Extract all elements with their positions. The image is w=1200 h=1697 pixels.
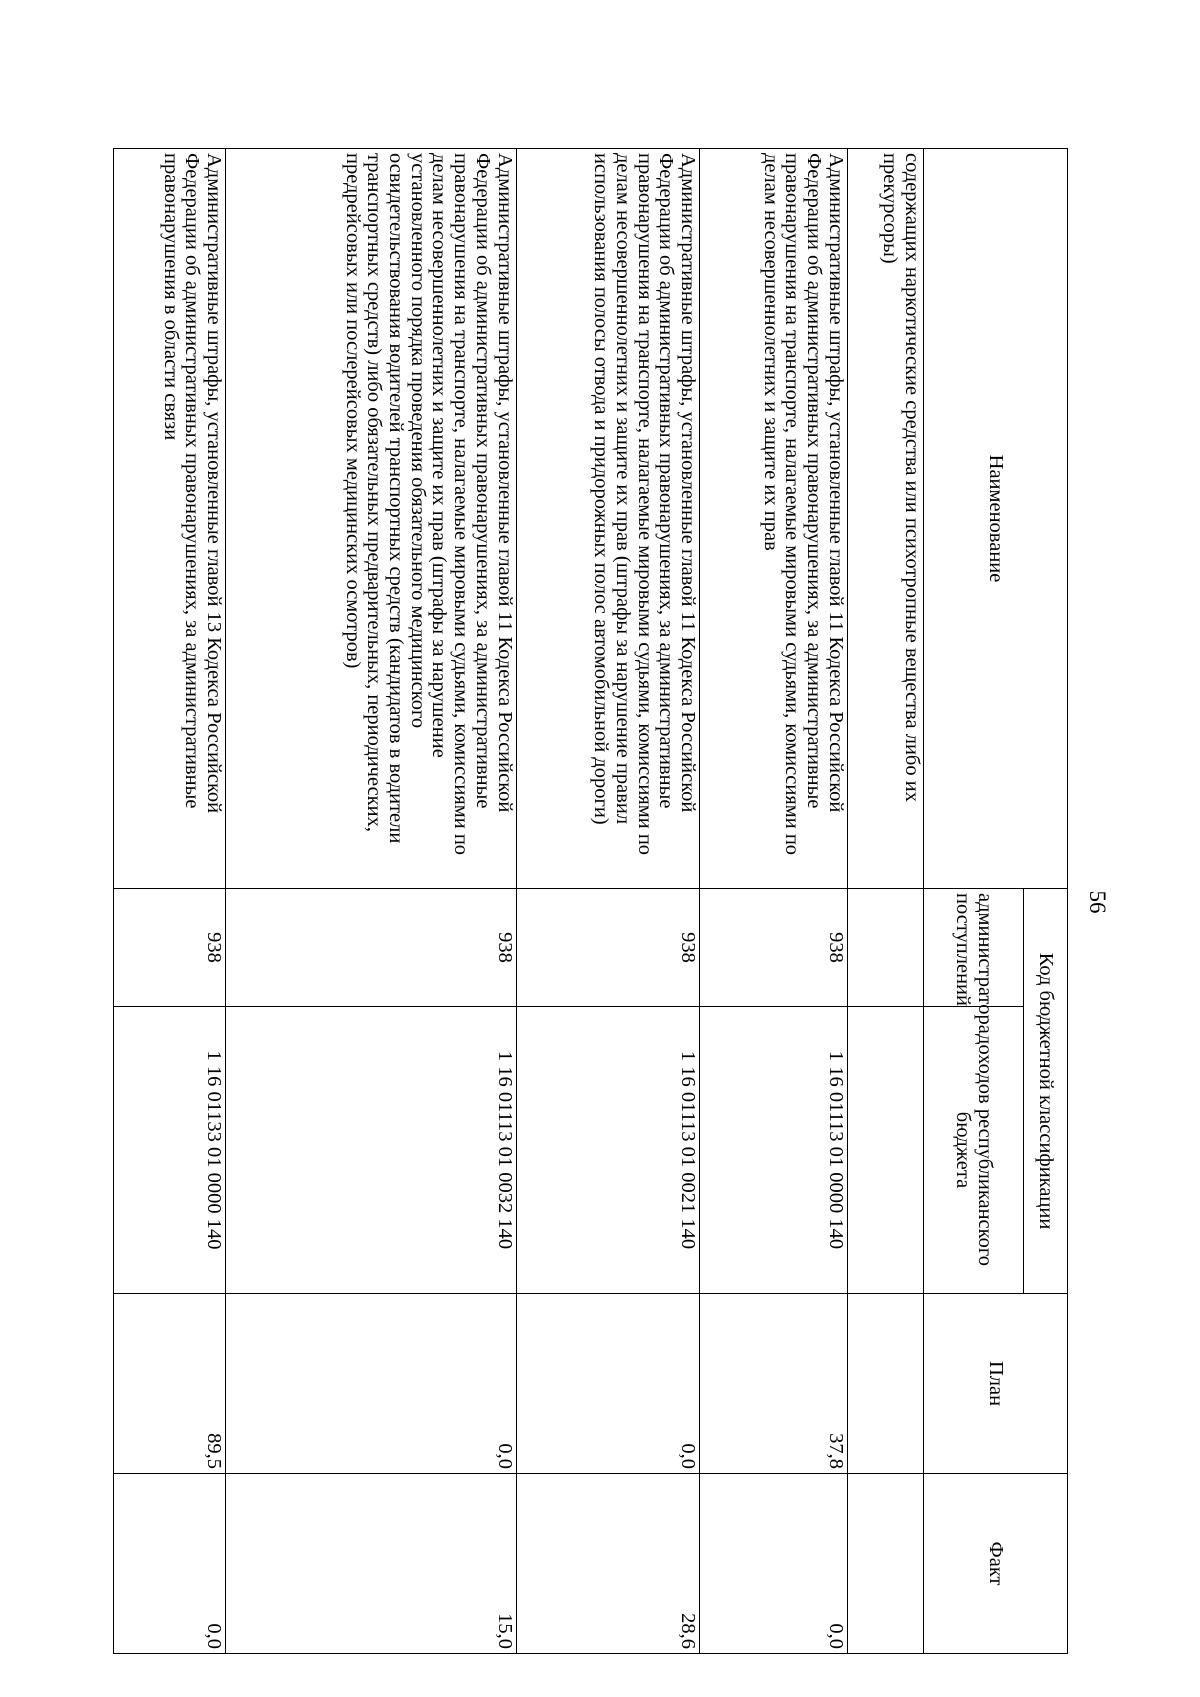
- rotated-table-container: [113, 148, 1068, 1653]
- budget-table: [113, 148, 1068, 1654]
- row-name: Административные штрафы, установленные главой 11 Кодекса Российской Федерации об административных правонарушениях, за административные правонарушения на транспорте, налагаемые мировыми судьями, комиссиями по делам несовершеннолетних и защите их прав (штрафы за нарушение правил использования полосы отвода и придорожных полос автомобильной дороги): [516, 149, 699, 889]
- row-plan: [847, 1294, 923, 1474]
- row-code: 1 16 01113 01 0032 140: [226, 1007, 517, 1294]
- table-row: [516, 149, 699, 1654]
- row-fact: 28,6: [516, 1474, 699, 1654]
- row-fact: 15,0: [226, 1474, 517, 1654]
- table-row: [114, 149, 226, 1654]
- row-name: Административные штрафы, установленные главой 11 Кодекса Российской Федерации об административных правонарушениях, за административные правонарушения на транспорте, налагаемые мировыми судьями, комиссиями по делам несовершеннолетних и защите их прав: [699, 149, 847, 889]
- row-name: содержащих наркотические средства или психотропные вещества либо их прекурсоры): [847, 149, 923, 889]
- page-number: 56: [1085, 890, 1110, 914]
- row-fact: 0,0: [699, 1474, 847, 1654]
- row-name: Административные штрафы, установленные главой 11 Кодекса Российской Федерации об административных правонарушениях, за административные правонарушения на транспорте, налагаемые мировыми судьями, комиссиями по делам несовершеннолетних и защите их прав (штрафы за нарушение установленного порядка проведения обязательного медицинского освидетельствования водителей транспортных средств (кандидатов в водители транспортных средств) либо обязательных предварительных, периодических, предрейсовых или послерейсовых медицинских осмотров): [226, 149, 517, 889]
- row-plan: 0,0: [226, 1294, 517, 1474]
- row-admin: [847, 889, 923, 1007]
- row-plan: 0,0: [516, 1294, 699, 1474]
- row-plan: 89,5: [114, 1294, 226, 1474]
- table-row: [699, 149, 847, 1654]
- row-plan: 37,8: [699, 1294, 847, 1474]
- row-code: [847, 1007, 923, 1294]
- row-admin: 938: [699, 889, 847, 1007]
- header-code-group: Код бюджетной классификации: [1024, 889, 1068, 1294]
- row-admin: 938: [114, 889, 226, 1007]
- header-name: Наименование: [924, 149, 1068, 889]
- row-code: 1 16 01113 01 0000 140: [699, 1007, 847, 1294]
- header-fact: Факт: [924, 1474, 1068, 1654]
- header-revenue: доходов республиканского бюджета: [924, 1007, 1024, 1294]
- table-row: [847, 149, 923, 1654]
- row-code: 1 16 01113 01 0021 140: [516, 1007, 699, 1294]
- row-fact: 0,0: [114, 1474, 226, 1654]
- row-admin: 938: [226, 889, 517, 1007]
- table-row: [226, 149, 517, 1654]
- header-plan: План: [924, 1294, 1068, 1474]
- row-fact: [847, 1474, 923, 1654]
- header-admin: администратора поступлений: [924, 889, 1024, 1007]
- row-name: Административные штрафы, установленные главой 13 Кодекса Российской Федерации об административных правонарушениях, за административные правонарушения в области связи: [114, 149, 226, 889]
- row-admin: 938: [516, 889, 699, 1007]
- row-code: 1 16 01133 01 0000 140: [114, 1007, 226, 1294]
